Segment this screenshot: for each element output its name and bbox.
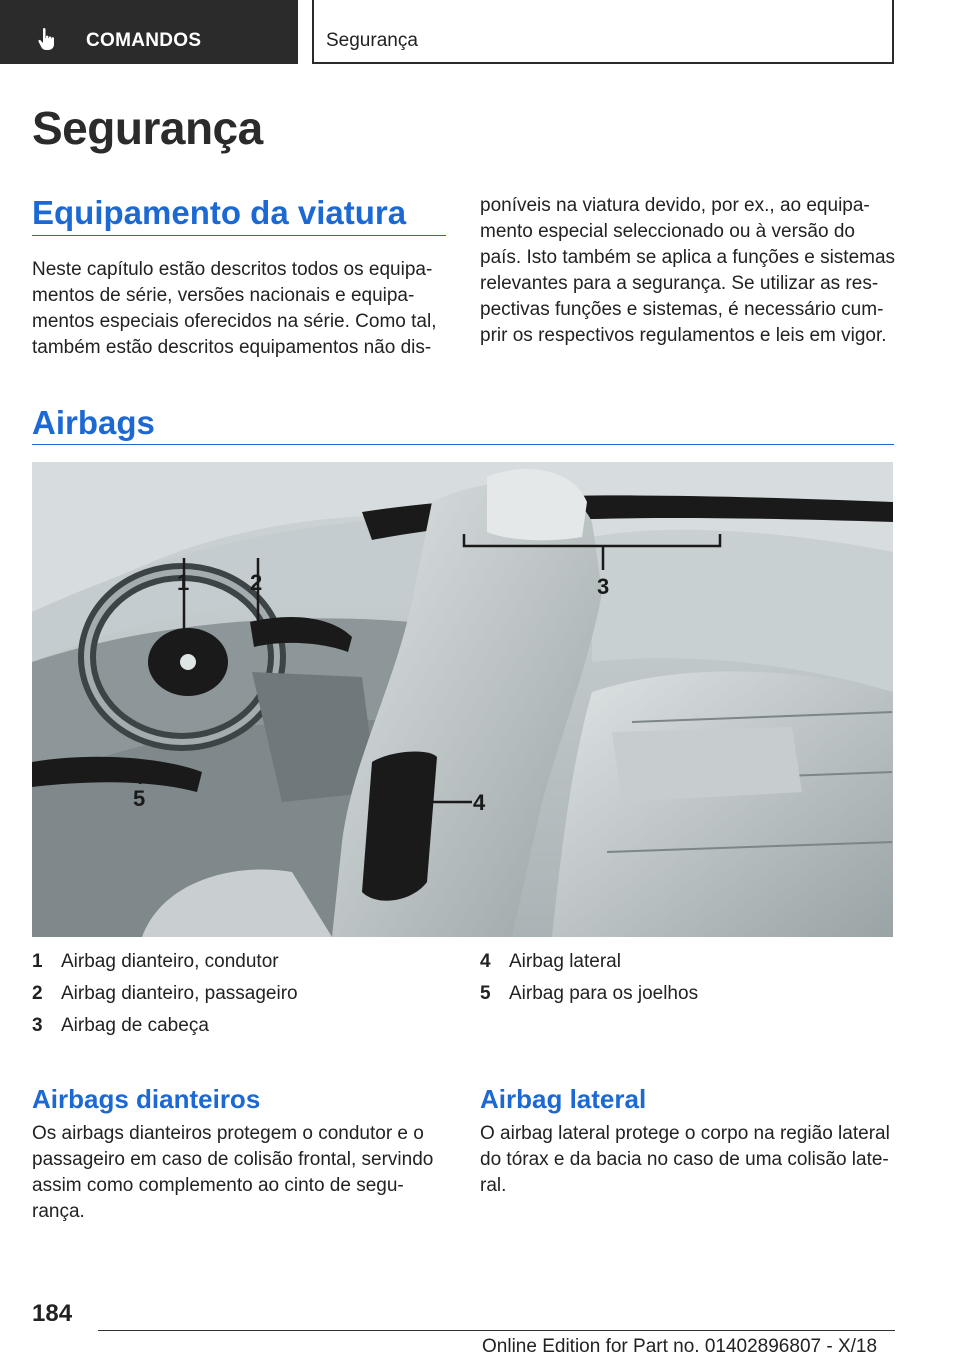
- footer-divider: [98, 1330, 895, 1331]
- callout-4: 4: [473, 790, 486, 815]
- legend-label: Airbag para os joelhos: [509, 983, 699, 1004]
- car-interior-illustration: [32, 462, 893, 937]
- text-line: O airbag lateral protege o corpo na região lateral: [480, 1123, 890, 1144]
- side-airbag-text: [480, 1121, 890, 1199]
- subsection-title-front-airbags: Airbags dianteiros: [32, 1084, 261, 1114]
- front-airbags-text: [32, 1121, 433, 1225]
- hand-pointer-icon: [36, 27, 58, 51]
- legend-label: Airbag dianteiro, condutor: [61, 951, 279, 972]
- page-title: Segurança: [32, 102, 263, 154]
- text-line: prir os respectivos regulamentos e leis em vigor.: [480, 325, 887, 346]
- text-line: poníveis na viatura devido, por ex., ao equipa‐: [480, 195, 870, 216]
- callout-3: 3: [597, 574, 610, 599]
- text-line: Os airbags dianteiros protegem o condutor e o: [32, 1123, 424, 1144]
- section-title-equipment: Equipamento da viatura: [32, 194, 407, 231]
- text-line: assim como complemento ao cinto de segu‐: [32, 1175, 404, 1196]
- legend-item: [32, 1010, 298, 1042]
- callout-2: 2: [250, 570, 263, 595]
- section-divider: [32, 444, 894, 445]
- legend-number: 1: [32, 951, 43, 972]
- legend-item: [32, 946, 298, 978]
- text-line: país. Isto também se aplica a funções e sistemas: [480, 247, 896, 268]
- legend-label: Airbag de cabeça: [61, 1015, 209, 1036]
- text-line: pectivas funções e sistemas, é necessário cum‐: [480, 299, 884, 320]
- section-divider: [32, 235, 446, 236]
- text-line: mentos especiais oferecidos na série. Como tal,: [32, 311, 437, 332]
- text-line: rança.: [32, 1201, 85, 1222]
- header-section-label: Segurança: [326, 30, 418, 51]
- header-tab[interactable]: [0, 0, 298, 64]
- legend-number: 5: [480, 983, 491, 1004]
- text-line: passageiro em caso de colisão frontal, servindo: [32, 1149, 434, 1170]
- equipment-text-right: [480, 193, 895, 349]
- subsection-title-side-airbag: Airbag lateral: [480, 1084, 647, 1114]
- page-number: 184: [32, 1300, 73, 1327]
- legend-item: [480, 978, 698, 1010]
- text-line: ral.: [480, 1175, 507, 1196]
- text-line: mento especial seleccionado ou à versão do: [480, 221, 855, 242]
- equipment-text-left: [32, 257, 436, 361]
- legend-label: Airbag lateral: [509, 951, 621, 972]
- callout-1: 1: [177, 570, 190, 595]
- legend-label: Airbag dianteiro, passageiro: [61, 983, 298, 1004]
- legend-item: [480, 946, 698, 978]
- text-line: do tórax e da bacia no caso de uma colisão late‐: [480, 1149, 889, 1170]
- legend-item: [32, 978, 298, 1010]
- header-section: [312, 0, 894, 64]
- text-line: mentos de série, versões nacionais e equipa‐: [32, 285, 415, 306]
- text-line: também estão descritos equipamentos não dis‐: [32, 337, 432, 358]
- text-line: Neste capítulo estão descritos todos os equipa‐: [32, 259, 433, 280]
- legend-number: 2: [32, 983, 43, 1004]
- section-title-airbags: Airbags: [32, 404, 155, 441]
- legend-right: [480, 946, 698, 1010]
- callout-5: 5: [133, 786, 146, 811]
- footer-edition-text: Online Edition for Part no. 01402896807 - X/18: [482, 1336, 878, 1357]
- legend-number: 3: [32, 1015, 43, 1036]
- legend-left: [32, 946, 298, 1042]
- text-line: relevantes para a segurança. Se utilizar as res‐: [480, 273, 879, 294]
- header-tab-label: COMANDOS: [86, 30, 202, 51]
- legend-number: 4: [480, 951, 491, 972]
